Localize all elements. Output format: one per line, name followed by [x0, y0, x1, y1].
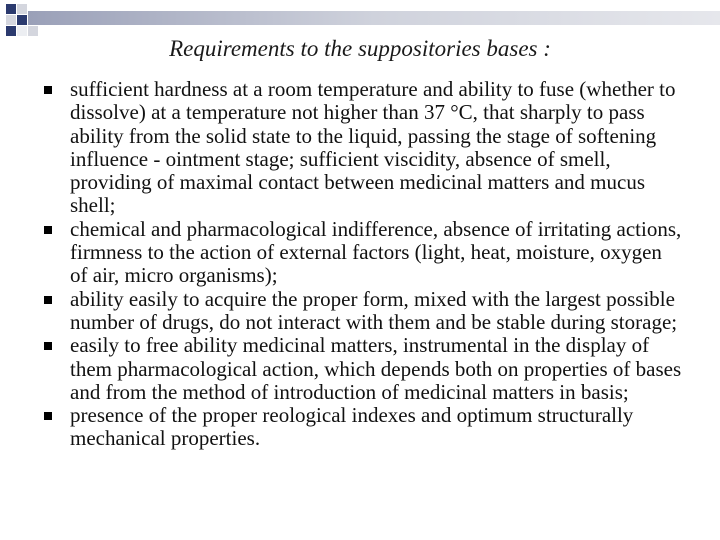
bullet-text: easily to free ability medicinal matters, instrumental in the display of them pharmacological action, which depends both on properties of bases and from the method of introduction of medicinal matters in basis;	[70, 333, 682, 404]
bullet-text: sufficient hardness at a room temperature and ability to fuse (whether to dissolve) at a temperature not higher than 37 °C, that sharply to pass ability from the solid state to the liquid, passing the stage of softening influence - ointment stage; sufficient viscidity, absence of smell, providing of maximal contact between medicinal matters and mucus shell;	[70, 77, 676, 218]
decor-square	[28, 26, 38, 36]
decor-square	[17, 15, 27, 25]
bullet-item	[44, 334, 684, 404]
square-bullet-icon	[44, 342, 52, 350]
decor-square	[6, 26, 16, 36]
decor-top-bar	[28, 11, 720, 25]
bullet-text: presence of the proper reological indexes and optimum structurally mechanical properties.	[70, 403, 634, 451]
square-bullet-icon	[44, 226, 52, 234]
decor-square	[17, 4, 27, 14]
square-bullet-icon	[44, 412, 52, 420]
bullet-list	[44, 78, 684, 451]
bullet-item	[44, 78, 684, 218]
bullet-item	[44, 218, 684, 288]
decor-square	[17, 26, 27, 36]
bullet-text: ability easily to acquire the proper form, mixed with the largest possible number of drugs, do not interact with them and be stable during storage;	[70, 286, 678, 334]
bullet-item	[44, 288, 684, 335]
square-bullet-icon	[44, 86, 52, 94]
decor-square	[6, 15, 16, 25]
slide-title: Requirements to the suppositories bases :	[169, 36, 551, 61]
bullet-item	[44, 404, 684, 451]
bullet-text: chemical and pharmacological indifference, absence of irritating actions, firmness to the action of external factors (light, heat, moisture, oxygen of air, micro organisms);	[70, 216, 682, 288]
square-bullet-icon	[44, 296, 52, 304]
decor-square	[6, 4, 16, 14]
